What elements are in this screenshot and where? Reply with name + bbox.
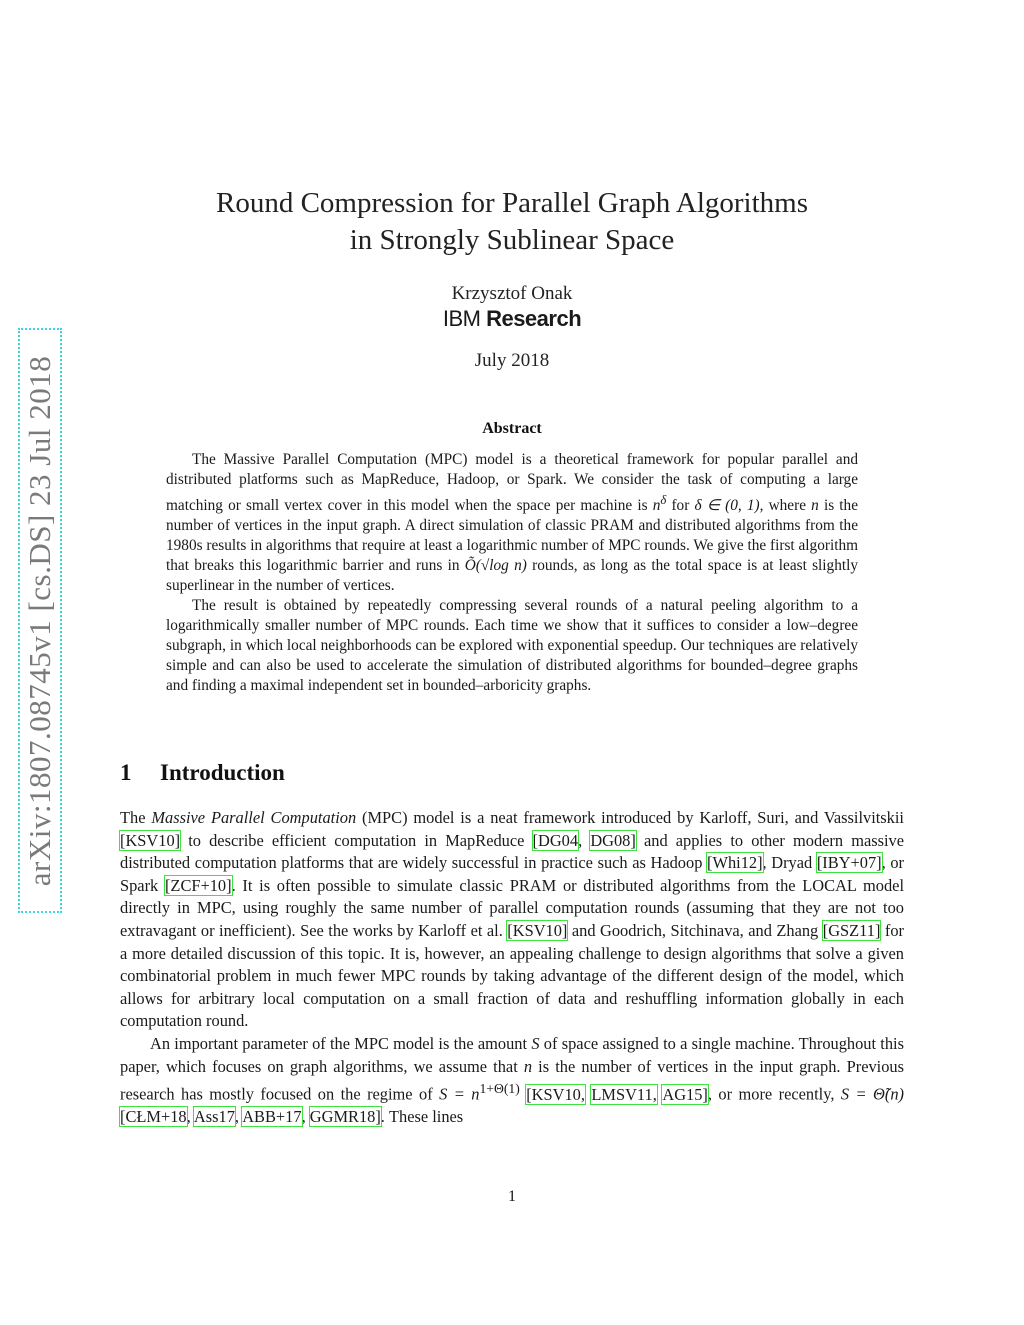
citation-link[interactable]: [CŁM+18 [120,1107,187,1127]
citation-link[interactable]: [ZCF+10] [164,875,232,895]
citation-link[interactable]: [KSV10] [120,830,181,850]
citation-link[interactable]: [GSZ11] [822,920,881,940]
section-number: 1 [120,760,132,785]
affiliation-dept: Research [486,306,582,331]
title-line-2: in Strongly Sublinear Space [349,224,675,256]
page-number: 1 [508,1188,516,1205]
introduction-body [120,807,904,1129]
arxiv-stamp[interactable] [18,328,62,913]
intro-paragraph-1: The Massive Parallel Computation (MPC) model is a neat framework introduced by Karloff, Suri, and Vassilvitskii [KSV10] to describe efficient computation in MapReduce [DG04, DG08] and applies to other modern massive distributed computation platforms that are widely successful in practice such as Hadoop [Whi12], Dryad [IBY+07], or Spark [ZCF+10]. It is often possible to simulate classic PRAM or distributed algorithms from the LOCAL model directly in MPC, using roughly the same number of parallel computation rounds (assuming that they are not too extravagant or inefficient). See the works by Karloff et al. [KSV10] and Goodrich, Sitchinava, and Zhang [GSZ11] for a more detailed discussion of this topic. It is, however, an appealing challenge to design algorithms that solve a given combinatorial problem in much fewer MPC rounds by taking advantage of the different design of the model, which allows for arbitrary local computation on a small fraction of data and reshuffling information globally in each computation round. [120,808,904,1031]
citation-link[interactable]: AG15] [662,1084,708,1104]
section-heading [120,760,285,786]
citation-link[interactable]: DG08] [590,830,636,850]
arxiv-identifier: arXiv:1807.08745v1 [cs.DS] 23 Jul 2018 [22,355,57,886]
citation-link[interactable]: [KSV10, [526,1084,585,1104]
paper-date: July 2018 [474,350,550,371]
affiliation-org: IBM [442,306,481,331]
title-line-1: Round Compression for Parallel Graph Algorithms [215,187,809,219]
abstract-paragraph-2: The result is obtained by repeatedly compressing several rounds of a natural peeling algorithm to a logarithmically smaller number of MPC rounds. Each time we show that it suffices to consider a low–degree subgraph, in which local neighborhoods can be explored with exponential speedup. Our techniques are relatively simple and can also be used to accelerate the simulation of distributed algorithms for bounded–degree graphs and finding a maximal independent set in bounded–arboricity graphs. [166,597,858,695]
citation-link[interactable]: [IBY+07] [816,853,882,873]
section-title: Introduction [160,760,285,785]
paper-title [160,185,864,259]
citation-link[interactable]: [KSV10] [507,920,568,940]
author-name: Krzysztof Onak [451,283,573,304]
abstract-paragraph-1: The Massive Parallel Computation (MPC) model is a theoretical framework for popular parallel and distributed platforms such as MapReduce, Hadoop, or Spark. We consider the task of computing a large matching or small vertex cover in this model when the space per machine is $n^\delta$ for δ ∈ (0, 1), where n is the number of vertices in the input graph. A direct simulation of classic PRAM and distributed algorithms from the 1980s results in algorithms that require at least a logarithmic number of MPC rounds. We give the first algorithm that breaks this logarithmic barrier and runs in Õ(√log n) rounds, as long as the total space is at least slightly superlinear in the number of vertices. [166,451,859,595]
abstract-body [166,450,858,696]
citation-link[interactable]: [DG04 [532,830,579,850]
citation-link[interactable]: [Whi12] [707,853,763,873]
citation-link[interactable]: LMSV11, [591,1084,657,1104]
citation-link[interactable]: Ass17 [193,1107,235,1127]
intro-paragraph-2: An important parameter of the MPC model is the amount S of space assigned to a single machine. Throughout this paper, which focuses on graph algorithms, we assume that n is the number of vertices in the input graph. Previous research has mostly focused on the regime of $S = n^{1+\Theta(1)}$ [KSV10, LMSV11, AG15], or more recently, S = Θ̃(n) [CŁM+18, Ass17, ABB+17, GGMR18]. These lines [120,1033,904,1127]
affiliation-logo [0,306,1024,332]
citation-link[interactable]: ABB+17 [242,1107,302,1127]
citation-link[interactable]: GGMR18] [309,1107,381,1127]
abstract-heading: Abstract [482,420,542,437]
